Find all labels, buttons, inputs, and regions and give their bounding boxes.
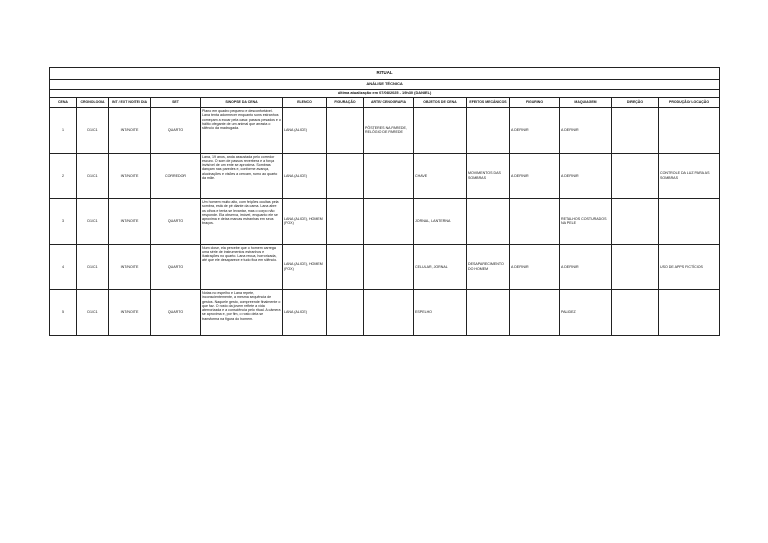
cell-direcao [612, 108, 659, 154]
cell-int-ext: INT/NOITE [109, 290, 151, 336]
cell-producao [659, 199, 720, 245]
cell-producao: CONTROLE DA LUZ PARA AS SOMBRAS [659, 153, 720, 199]
cell-sinopse: Plano em quadro pequeno e desconfortável. Lana tenta adormecer enquanto sons estranhos começam a ecoar pela casa: passos pesados e o hálito ofegante de um animal que arrasta o silêncio da madrugada. [201, 108, 283, 154]
header-efeitos: EFEITOS MECÂNICOS [467, 98, 510, 108]
cell-set: QUARTO [151, 108, 201, 154]
cell-figurino [510, 290, 560, 336]
cell-sinopse: Lana, 19 anos, anda assustada pelo corredor escuro. O som de passos reverbera e a força invisível de um ente se aproxima. Sombras dançam nas paredes e, conforme avança, alucinações e visões a cercam, rumo ao quarto da mãe. [201, 153, 283, 199]
cell-arte [364, 244, 414, 290]
cell-figurino: A DEFINIR [510, 244, 560, 290]
table-row [50, 108, 720, 154]
header-maquiagem: MAQUIAGEM [560, 98, 612, 108]
cell-efeitos [467, 199, 510, 245]
table-row [50, 290, 720, 336]
cell-cronologia: D1/C1 [77, 199, 109, 245]
cell-maquiagem: A DEFINIR [560, 108, 612, 154]
cell-int-ext: INT/NOITE [109, 108, 151, 154]
header-cena: CENA [50, 98, 77, 108]
cell-efeitos: DESAPARECIMENTO DO HOMEM [467, 244, 510, 290]
cell-set: CORREDOR [151, 153, 201, 199]
cell-sinopse: Num close, ela percebe que o homem carrega uma série de instrumentos estranhos e ilustrações no quarto. Lana recua, horrorizada, até que ele desaparece e tudo fica em silêncio. [201, 244, 283, 290]
header-set: SET [151, 98, 201, 108]
cell-cena: 4 [50, 244, 77, 290]
cell-elenco: LANA (ALICE) [283, 108, 327, 154]
cell-sinopse: Um homem muito alto, com feições ocultas pela sombra, está de pé diante da cama. Lana abre os olhos e tenta se levantar, mas o corpo não responde. Ela observa, imóvel, enquanto ele se aproxima e deixa marcas estranhas em seus braços. [201, 199, 283, 245]
cell-efeitos [467, 108, 510, 154]
last-update: última atualização em 07/08/2025 - 19h30 (DANIEL) [50, 90, 720, 98]
cell-cronologia: D1/C1 [77, 108, 109, 154]
cell-maquiagem: RETALHOS COSTURADOS NA PELE [560, 199, 612, 245]
cell-objetos: JORNAL, LANTERNA [414, 199, 467, 245]
cell-cronologia: D1/C1 [77, 153, 109, 199]
cell-producao [659, 290, 720, 336]
cell-elenco: LANA (ALICE), HOMEM (FOX) [283, 199, 327, 245]
cell-producao: USO DE APPS FICTÍCIOS [659, 244, 720, 290]
header-elenco: ELENCO [283, 98, 327, 108]
cell-objetos [414, 108, 467, 154]
cell-int-ext: INT/NOITE [109, 199, 151, 245]
cell-direcao [612, 153, 659, 199]
cell-maquiagem: A DEFINIR [560, 244, 612, 290]
cell-objetos: CHAVE [414, 153, 467, 199]
document-title: RITUAL [50, 68, 720, 80]
cell-elenco: LANA (ALICE), HOMEM (FOX) [283, 244, 327, 290]
header-objetos: OBJETOS DE CENA [414, 98, 467, 108]
cell-direcao [612, 290, 659, 336]
header-direcao: DIREÇÃO [612, 98, 659, 108]
cell-efeitos: MOVIMENTOS DAS SOMBRAS [467, 153, 510, 199]
cell-figuracao [327, 244, 364, 290]
header-sinopse: SINOPSE DA CENA [201, 98, 283, 108]
cell-cena: 1 [50, 108, 77, 154]
cell-figuracao [327, 199, 364, 245]
cell-arte [364, 290, 414, 336]
table-row [50, 199, 720, 245]
table-row [50, 244, 720, 290]
table-row [50, 153, 720, 199]
header-arte: ARTE/ CENOGRAFIA [364, 98, 414, 108]
cell-cena: 3 [50, 199, 77, 245]
document-subtitle: ANÁLISE TÉCNICA [50, 80, 720, 90]
cell-figurino: A DEFINIR [510, 153, 560, 199]
cell-arte: PÔSTERES NA PAREDE, RELÓGIO DE PAREDE [364, 108, 414, 154]
cell-figurino: A DEFINIR [510, 108, 560, 154]
header-cronologia: CRONOLOGIA [77, 98, 109, 108]
cell-set: QUARTO [151, 244, 201, 290]
cell-set: QUARTO [151, 290, 201, 336]
header-figuracao: FIGURAÇÃO [327, 98, 364, 108]
cell-producao [659, 108, 720, 154]
cell-efeitos [467, 290, 510, 336]
cell-maquiagem: PALIDEZ [560, 290, 612, 336]
cell-int-ext: INT/NOITE [109, 244, 151, 290]
cell-figuracao [327, 108, 364, 154]
cell-int-ext: INT/NOITE [109, 153, 151, 199]
cell-figuracao [327, 290, 364, 336]
cell-sinopse: Notas no espelho e Lana repete, inconscientemente, a mesma sequência de gestos. Naquele gesto, compreende finalmente o que faz. O rosto da jovem reflete a vida aterrorizada e a consciência pelo ritual. A câmera se aproxima e, por fim, o rosto dela se transforma na figura do homem. [201, 290, 283, 336]
header-row [50, 98, 720, 108]
cell-cena: 5 [50, 290, 77, 336]
header-int-ext: INT / EXT NOITE/ DIA [109, 98, 151, 108]
cell-maquiagem: A DEFINIR [560, 153, 612, 199]
cell-direcao [612, 244, 659, 290]
cell-cena: 2 [50, 153, 77, 199]
cell-figuracao [327, 153, 364, 199]
cell-elenco: LANA (ALICE) [283, 153, 327, 199]
cell-elenco: LANA (ALICE) [283, 290, 327, 336]
cell-arte [364, 199, 414, 245]
header-producao: PRODUÇÃO/ LOCAÇÃO [659, 98, 720, 108]
cell-cronologia: D1/C1 [77, 290, 109, 336]
cell-set: QUARTO [151, 199, 201, 245]
cell-objetos: ESPELHO [414, 290, 467, 336]
cell-figurino [510, 199, 560, 245]
cell-arte [364, 153, 414, 199]
header-figurino: FIGURINO [510, 98, 560, 108]
cell-direcao [612, 199, 659, 245]
cell-cronologia: D1/C1 [77, 244, 109, 290]
technical-analysis-table [49, 67, 720, 336]
cell-objetos: CELULAR, JORNAL [414, 244, 467, 290]
